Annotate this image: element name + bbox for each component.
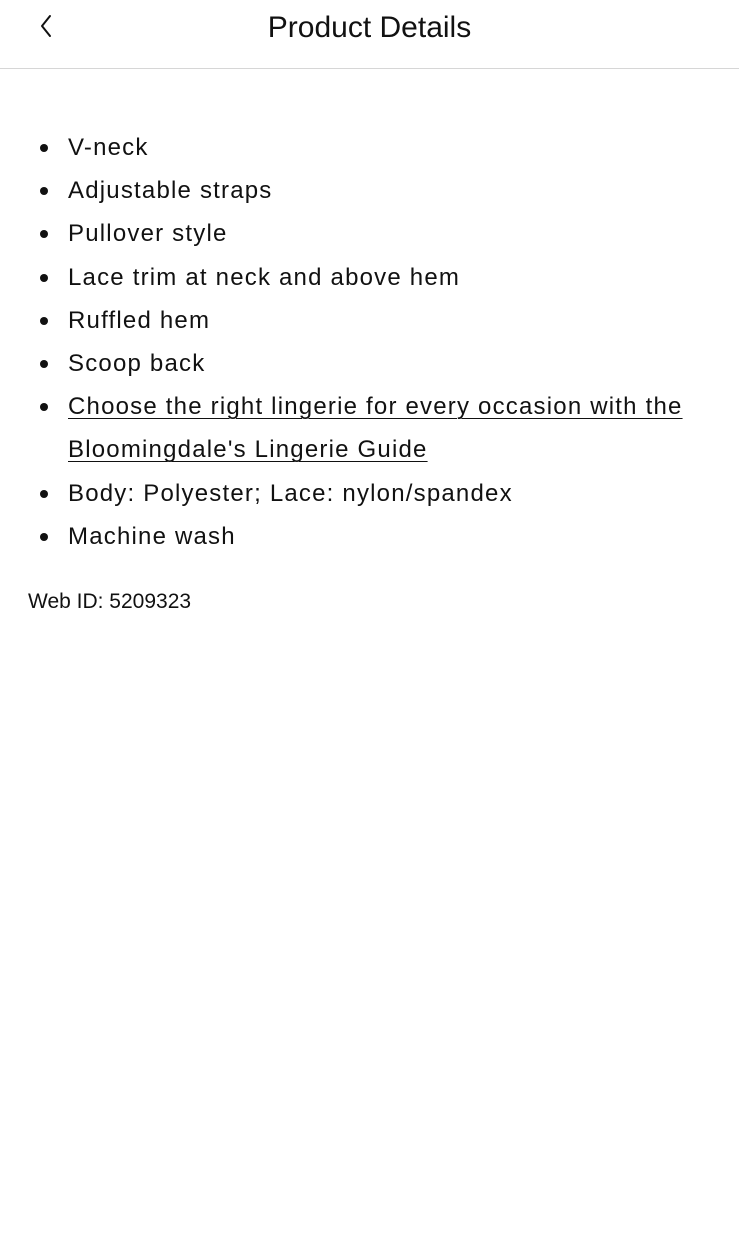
detail-text: Scoop back bbox=[68, 350, 206, 378]
lingerie-guide-link[interactable]: Choose the right lingerie for every occasion with the Bloomingdale's Lingerie Guide bbox=[68, 393, 683, 464]
detail-text: Lace trim at neck and above hem bbox=[68, 263, 461, 291]
list-item bbox=[30, 126, 690, 169]
list-item bbox=[30, 212, 690, 255]
list-item bbox=[30, 256, 690, 299]
detail-text: Adjustable straps bbox=[68, 177, 273, 205]
product-details-list bbox=[30, 126, 690, 558]
detail-text: Ruffled hem bbox=[68, 306, 211, 334]
detail-text: Body: Polyester; Lace: nylon/spandex bbox=[68, 479, 513, 507]
bullet-icon bbox=[40, 533, 48, 541]
list-item bbox=[30, 169, 690, 212]
bullet-icon bbox=[40, 360, 48, 368]
page-title: Product Details bbox=[267, 11, 472, 44]
detail-text: Machine wash bbox=[68, 522, 236, 550]
detail-text: V-neck bbox=[68, 134, 149, 161]
list-item bbox=[30, 299, 690, 342]
detail-text: Pullover style bbox=[68, 220, 228, 248]
bullet-icon bbox=[40, 490, 48, 498]
bullet-icon bbox=[40, 144, 48, 152]
web-id-label: Web ID: 5209323 bbox=[28, 590, 192, 613]
list-item bbox=[30, 515, 690, 558]
bullet-icon bbox=[40, 403, 48, 411]
bullet-icon bbox=[40, 274, 48, 282]
bullet-icon bbox=[40, 317, 48, 325]
list-item bbox=[30, 342, 690, 385]
list-item bbox=[30, 385, 690, 471]
list-item bbox=[30, 472, 690, 515]
bullet-icon bbox=[40, 230, 48, 238]
bullet-icon bbox=[40, 187, 48, 195]
header-bar bbox=[0, 0, 739, 69]
